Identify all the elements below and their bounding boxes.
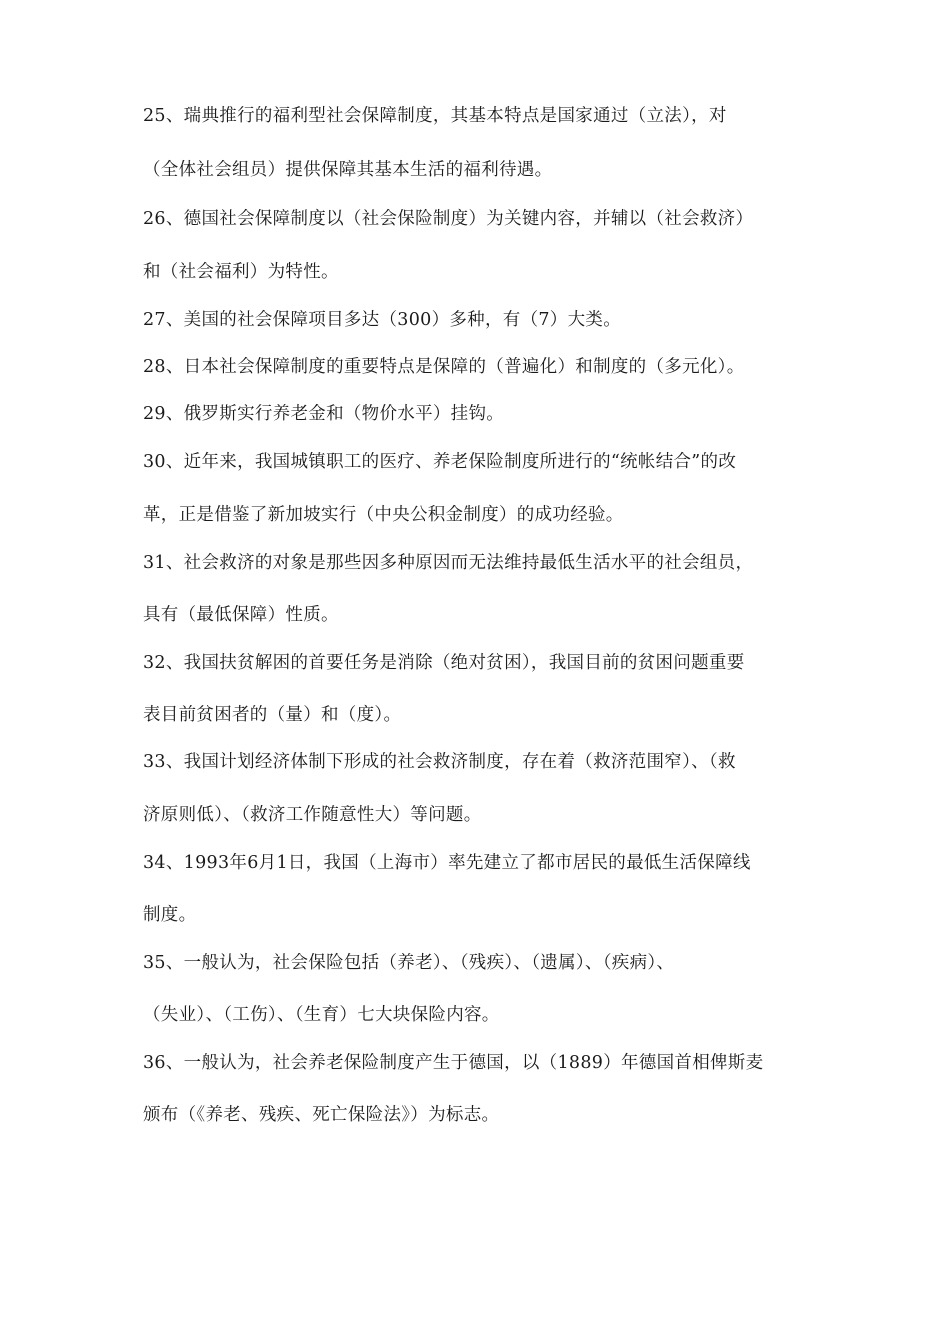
text-line-33a: 33、我国计划经济体制下形成的社会救济制度，存在着（救济范围窄）、（救 [143,752,736,772]
text-line-35a: 35、一般认为，社会保险包括（养老）、（残疾）、（遗属）、（疾病）、 [143,953,675,973]
text-line-28: 28、日本社会保障制度的重要特点是保障的（普遍化）和制度的（多元化）。 [143,357,745,377]
text-line-25b: （全体社会组员）提供保障其基本生活的福利待遇。 [143,160,553,180]
text-line-30a: 30、近年来，我国城镇职工的医疗、养老保险制度所进行的“统帐结合”的改 [143,452,737,472]
text-line-36a: 36、一般认为，社会养老保险制度产生于德国，以（1889）年德国首相俾斯麦 [143,1053,764,1073]
text-line-25a: 25、瑞典推行的福利型社会保障制度，其基本特点是国家通过（立法），对 [143,106,727,126]
text-line-36b: 颁布（《养老、残疾、死亡保险法》）为标志。 [143,1105,500,1125]
text-line-31b: 具有（最低保障）性质。 [143,605,339,625]
text-line-34b: 制度。 [143,905,197,925]
text-line-29: 29、俄罗斯实行养老金和（物价水平）挂钩。 [143,404,505,424]
text-line-33b: 济原则低）、（救济工作随意性大）等问题。 [143,805,482,825]
text-line-26a: 26、德国社会保障制度以（社会保险制度）为关键内容，并辅以（社会救济） [143,209,754,229]
text-line-34a: 34、1993年6月1日，我国（上海市）率先建立了都市居民的最低生活保障线 [143,853,751,873]
text-line-31a: 31、社会救济的对象是那些因多种原因而无法维持最低生活水平的社会组员， [143,553,754,573]
text-line-26b: 和（社会福利）为特性。 [143,262,339,282]
text-line-32b: 表目前贫困者的（量）和（度）。 [143,705,402,725]
text-line-30b: 革，正是借鉴了新加坡实行（中央公积金制度）的成功经验。 [143,505,624,525]
text-line-35b: （失业）、（工伤）、（生育）七大块保险内容。 [143,1005,500,1025]
text-line-27: 27、美国的社会保障项目多达（300）多种，有（7）大类。 [143,310,622,330]
text-line-32a: 32、我国扶贫解困的首要任务是消除（绝对贫困），我国目前的贫困问题重要 [143,653,745,673]
